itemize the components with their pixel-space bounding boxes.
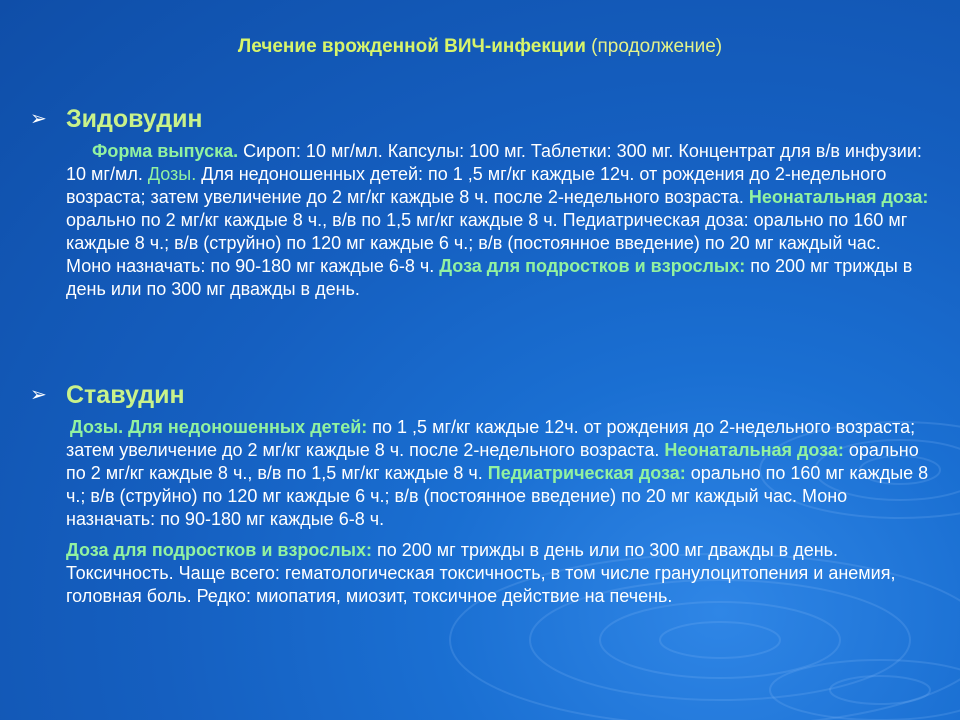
section-stavudine [30,380,930,608]
label-doses-premature: Дозы. Для недоношенных детей: [70,417,368,437]
slide-title-suffix: (продолжение) [585,36,723,57]
body-text: орально по 2 мг/кг каждые 8 ч., в/в по 1,5 мг/кг каждые 8 ч. Педиатрическая доза: орально по 160 мг каждые 8 ч.; в/в (струйно) по 120 мг каждые 6 ч.; в/в (постоянное введение) по 20 мг каждый час. Моно назначать: по 90-180 мг каждые 6-8 ч. [66,210,908,276]
slide-title [0,36,960,58]
section-zidovudine [30,104,930,301]
body-text: Для недоношенных детей: по 1 ,5 мг/кг каждые 12ч. от рождения до 2-недельного возраста; затем увеличение до 2 мг/кг каждые 8 ч. после 2-недельного возраста. [66,164,887,207]
slide-title-main: Лечение врожденной ВИЧ-инфекции [237,36,586,57]
section-heading: Зидовудин [66,105,203,133]
section-body [66,416,930,531]
section-body [66,140,930,301]
label-neonatal-dose: Неонатальная доза: [664,440,844,460]
label-adult-dose: Доза для подростков и взрослых: [439,256,746,276]
body-text: орально по 2 мг/кг каждые 8 ч., в/в по 1,5 мг/кг каждые 8 ч. [66,440,919,483]
body-text: Сироп: 10 мг/мл. Капсулы: 100 мг. Таблетки: 300 мг. Концентрат для в/в инфузии: 10 мг/мл. [66,141,922,184]
section-heading: Ставудин [66,381,185,409]
arrow-bullet-icon: ➢ [30,108,47,130]
section-body-toxicity [66,539,930,608]
body-text: по 200 мг трижды в день или по 300 мг дважды в день. [66,256,913,299]
label-pediatric-dose: Педиатрическая доза: [487,463,686,483]
body-text: по 200 мг трижды в день или по 300 мг дважды в день. Токсичность. Чаще всего: гематологическая токсичность, в том числе гранулоцитопения и анемия, головная боль. Редко: миопатия, миозит, токсичное действие на печень. [66,540,896,606]
body-text: по 1 ,5 мг/кг каждые 12ч. от рождения до 2-недельного возраста; затем увеличение до 2 мг/кг каждые 8 ч. после 2-недельного возраста. [66,417,916,460]
label-doses: Дозы. [147,164,197,184]
label-neonatal-dose: Неонатальная доза: [748,187,929,207]
label-adult-dose: Доза для подростков и взрослых: [66,540,373,560]
body-text: орально по 160 мг каждые 8 ч.; в/в (струйно) по 120 мг каждые 6 ч.; в/в (постоянное введение) по 20 мг каждый час. Моно назначать: по 90-180 мг каждые 6-8 ч. [66,463,929,529]
arrow-bullet-icon: ➢ [30,384,47,406]
label-release-form: Форма выпуска. [92,141,239,161]
